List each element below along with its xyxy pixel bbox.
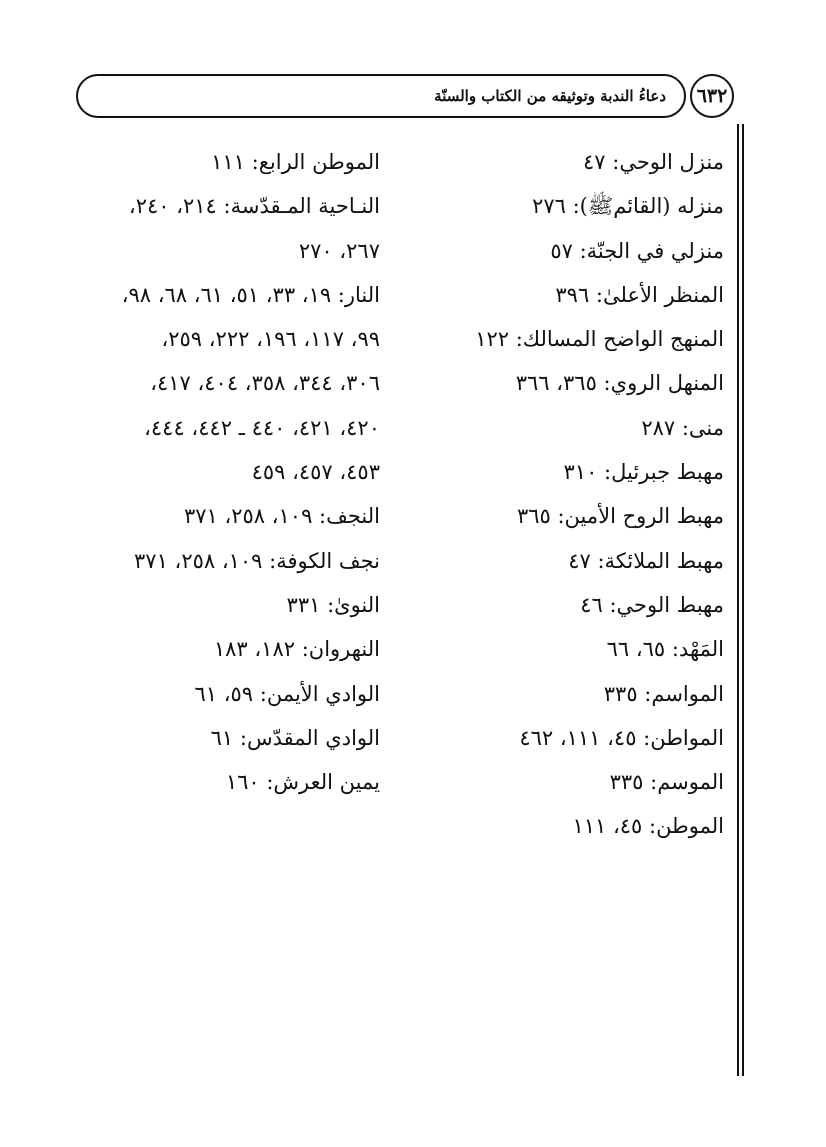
- index-entry: مهبط الوحي: ٤٦: [580, 592, 724, 617]
- index-entry: النجف: ١٠٩، ٢٥٨، ٣٧١: [183, 504, 380, 529]
- index-entry: منزل الوحي: ٤٧: [583, 150, 724, 174]
- index-entry: المَهْد: ٦٥، ٦٦: [606, 637, 724, 662]
- index-entry: النار: ١٩، ٣٣، ٥١، ٦١، ٦٨، ٩٨،: [121, 282, 380, 307]
- index-entry: يمين العرش: ١٦٠: [225, 770, 380, 795]
- index-entry: منى: ٢٨٧: [641, 415, 724, 440]
- header-title-text: دعاءُ الندبة وتوثيقه من الكتاب والسنّة: [434, 87, 666, 105]
- margin-rule: [737, 124, 739, 1076]
- index-entry: ٢٦٧، ٢٧٠: [298, 238, 380, 263]
- index-entry: مهبط جبرئيل: ٣١٠: [563, 460, 724, 485]
- index-column-right: [424, 148, 724, 857]
- page-number: ٦٣٢: [690, 74, 734, 118]
- index-entry: المنظر الأعلىٰ: ٣٩٦: [555, 282, 724, 307]
- index-entry: ٣٠٦، ٣٤٤، ٣٥٨، ٤٠٤، ٤١٧،: [150, 371, 380, 396]
- index-entry: النـاحية المـقدّسة: ٢١٤، ٢٤٠،: [128, 194, 380, 219]
- index-entry: الوادي المقدّس: ٦١: [210, 725, 380, 750]
- index-entry: النهروان: ١٨٢، ١٨٣: [213, 637, 380, 662]
- index-entry: الموطن: ٤٥، ١١١: [572, 814, 724, 839]
- index-entry: منزلي في الجنّة: ٥٧: [550, 238, 724, 263]
- index-entry: منزله (القائمﷺ): ٢٧٦: [532, 194, 724, 219]
- index-entry: الموطن الرابع: ١١١: [211, 150, 380, 174]
- margin-rule: [742, 124, 744, 1076]
- index-entry: المنهج الواضح المسالك: ١٢٢: [475, 327, 724, 352]
- index-entry: الوادي الأيمن: ٥٩، ٦١: [194, 681, 380, 706]
- index-column-left: [60, 148, 380, 812]
- index-entry: نجف الكوفة: ١٠٩، ٢٥٨، ٣٧١: [134, 548, 380, 573]
- running-header-title: [76, 74, 686, 118]
- index-entry: المواسم: ٣٣٥: [603, 681, 724, 706]
- index-entry: المنهل الروي: ٣٦٥، ٣٦٦: [515, 371, 724, 396]
- index-entry: ٤٢٠، ٤٢١، ٤٤٠ ـ ٤٤٢، ٤٤٤،: [144, 415, 380, 440]
- index-entry: مهبط الملائكة: ٤٧: [568, 548, 724, 573]
- index-entry: ٩٩، ١١٧، ١٩٦، ٢٢٢، ٢٥٩،: [161, 327, 380, 352]
- index-entry: النوىٰ: ٣٣١: [286, 592, 380, 617]
- index-entry: مهبط الروح الأمين: ٣٦٥: [516, 504, 724, 529]
- index-entry: المواطن: ٤٥، ١١١، ٤٦٢: [519, 725, 724, 750]
- index-entry: ٤٥٣، ٤٥٧، ٤٥٩: [251, 460, 380, 485]
- index-entry: الموسم: ٣٣٥: [609, 770, 724, 795]
